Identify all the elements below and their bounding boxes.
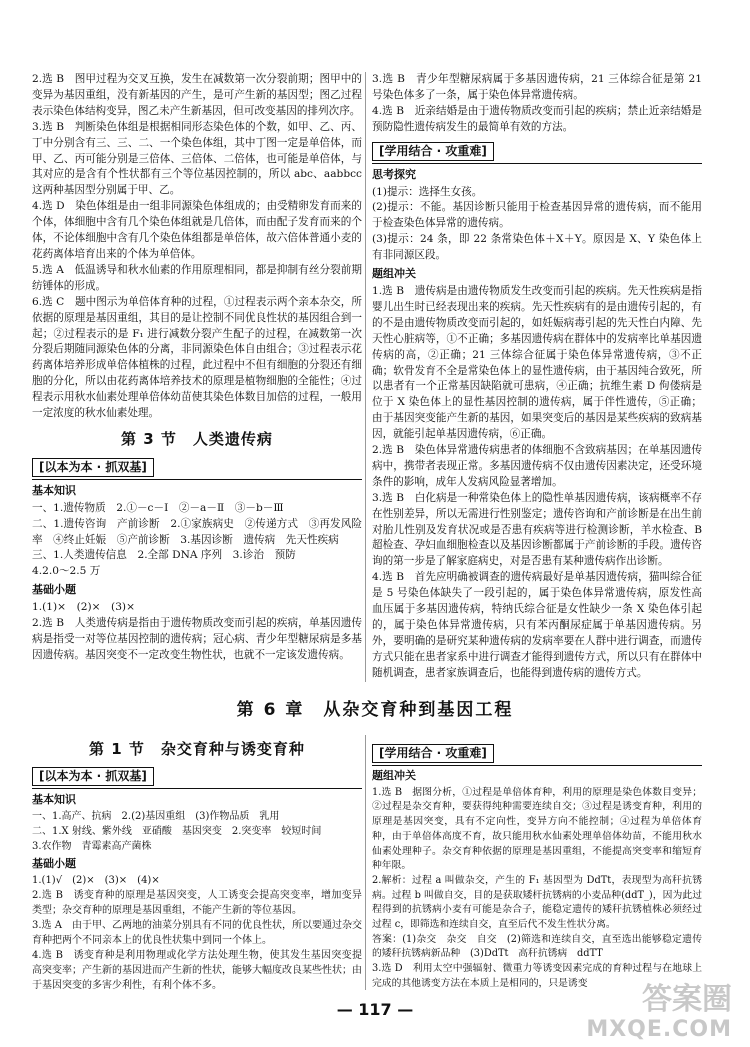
- subheading: 思考探究: [372, 167, 416, 181]
- knowledge-line: 二、1.遗传咨询 产前诊断 2.①家族病史 ②传递方式 ③再发风险率 ④终止妊娠 ⑤产前诊断 3.基因诊断 遗传病 先天性疾病: [32, 517, 362, 546]
- answer-item: 3.选 B 青少年型糖尿病属于多基因遗传病，21 三体综合征是第 21 号染色体多了一条，属于染色体异常遗传病。: [372, 73, 702, 101]
- think-line: (2)提示：不能。基因诊断只能用于检查基因异常的遗传病，而不能用于检查染色体异常的遗传病。: [372, 201, 702, 230]
- knowledge-line: 3.农作物 青霉素高产菌株: [32, 841, 152, 852]
- section-box-label: [以本为本 · 抓双基]: [32, 767, 154, 786]
- answer-line: 1.(1)× (2)× (3)×: [32, 601, 135, 614]
- answer-item: 答案：(1)杂交 杂交 自交 (2)筛选和连续自交，直至选出能够稳定遗传的矮秆抗锈病新品种 (3)DdTt 高秆抗锈病 ddTT: [372, 933, 702, 960]
- bottom-right-column: [372, 742, 702, 992]
- subheading: 基础小题: [32, 857, 76, 870]
- bottom-left-column: [32, 742, 362, 993]
- answer-item: 3.选 D 利用太空中强辐射、微重力等诱变因素完成的育种过程与在地球上完成的其他诱变方法在本质上是相同的，只是诱变: [372, 963, 702, 989]
- section-title: 第 1 节 杂交育种与诱变育种: [89, 740, 305, 758]
- left-column: [32, 72, 362, 664]
- right-column: [372, 72, 702, 682]
- answer-item: 2.解析：过程 a 叫做杂交，产生的 F₁ 基因型为 DdTt，表现型为高秆抗锈病。过程 b 叫做自交，目的是获取矮杆抗锈病的小麦品种(ddT_)，因为此过程得到的抗锈病小麦有可能是杂合子，能稳定遗传的矮秆抗锈植株必须经过过程 c，即筛选和连续自交，直至后代不发生性状分离。: [372, 874, 702, 931]
- answer-item: 2.选 B 染色体异常遗传病患者的体细胞不含致病基因；在单基因遗传病中，携带者表现正常。多基因遗传病不仅由遗传因素决定，还受环境条件的影响，成年人发病风险显著增加。: [372, 444, 702, 488]
- answer-item: 4.选 D 染色体组是由一组非同源染色体组成的；由受精卵发育而来的个体，体细胞中含有几个染色体组就是几倍体，而由配子发育而来的个体，不论体细胞中含有几个染色体组都是单倍体，故六倍体普通小麦的花药离体培育出来的个体为单倍体。: [32, 200, 362, 260]
- section-box-label: [学用结合 · 攻重难]: [372, 142, 494, 161]
- subheading: 题组冲关: [372, 267, 416, 281]
- think-line: (1)提示：选择生女孩。: [372, 185, 483, 198]
- section-title: 第 3 节 人类遗传病: [121, 429, 273, 448]
- column-divider: [365, 72, 366, 682]
- answer-item: 3.选 B 白化病是一种常染色体上的隐性单基因遗传病，该病概率不存在性别差异，所以无需进行性别鉴定；遗传咨询和产前诊断是在出生前对胎儿性别及发育状况或是否患有疾病等进行检测诊断，羊水检查、B 超检查、孕妇血细胞检查以及基因诊断都属于产前诊断的手段。遗传咨询的第一步是了解家庭病史，对是否患有某种遗传病作出诊断。: [372, 491, 702, 568]
- answer-item: 4.选 B 近亲结婚是由于遗传物质改变而引起的疾病；禁止近亲结婚是预防隐性遗传病发生的最简单有效的方法。: [372, 104, 702, 133]
- knowledge-line: 一、1.遗传物质 2.①－c－Ⅰ ②－a－Ⅱ ③－b－Ⅲ: [32, 501, 284, 514]
- subheading: 题组冲关: [372, 769, 416, 782]
- knowledge-line: 三、1.人类遗传信息 2.全部 DNA 序列 3.诊治 预防: [32, 549, 296, 562]
- answer-item: 3.选 A 由于甲、乙两地的油菜分别具有不同的优良性状，所以要通过杂交育种把两个不同亲本上的优良性状集中到同一个体上。: [32, 920, 362, 946]
- watermark-text: 答案圈: [642, 982, 732, 1017]
- section-box-label: [以本为本 · 抓双基]: [32, 458, 154, 477]
- knowledge-line: 4.2.0～2.5 万: [32, 565, 101, 578]
- section-box-label: [学用结合 · 攻重难]: [372, 744, 494, 763]
- subheading: 基本知识: [32, 793, 76, 806]
- watermark-logo: [586, 982, 732, 1045]
- answer-line: 1.(1)√ (2)× (3)× (4)×: [32, 875, 160, 886]
- answer-item: 6.选 C 题中图示为单倍体育种的过程，①过程表示两个亲本杂交，所依据的原理是基因重组，其目的是让控制不同优良性状的基因组合到一起；②过程表示的是 F₁ 进行减数分裂产生配子的过程，在减数第一次分裂后期随同源染色体的分离，非同源染色体自由组合；③过程表示花药离体培养形成单倍体植株的过程，此过程中不但有细胞的分裂还有细胞的分化，所以由花药离体培养技术的原理是植物细胞的全能性；④过程表示用秋水仙素处理单倍体幼苗使其染色体数目加倍的过程，一般用一定浓度的秋水仙素处理。: [32, 295, 362, 420]
- answer-item: 2.选 B 人类遗传病是指由于遗传物质改变而引起的疾病，单基因遗传病是指受一对等位基因控制的遗传病；冠心病、青少年型糖尿病是多基因遗传病。基因突变不一定改变生物性状，也就不一定该发遗传病。: [32, 617, 362, 661]
- knowledge-line: 一、1.高产、抗病 2.(2)基因重组 (3)作物品质 乳用: [32, 811, 280, 822]
- think-line: (3)提示：24 条，即 22 条常染色体＋X＋Y。原因是 X、Y 染色体上有非同源区段。: [372, 233, 702, 262]
- page-number: — 117 —: [336, 1000, 414, 1019]
- answer-item: 1.选 B 据图分析，①过程是单倍体育种，利用的原理是染色体数目变异；②过程是杂交育种，要获得纯种需要连续自交；③过程是诱变育种，利用的原理是基因突变，具有不定向性，变异方向不能控制；④过程为单倍体育种，由于单倍体高度不育，故只能用秋水仙素处理单倍体幼苗，不能用秋水仙素处理种子。杂交育种依据的原理是基因重组，不能提高突变率和缩短育种年限。: [372, 786, 702, 872]
- answer-item: 4.选 B 首先应明确被调查的遗传病最好是单基因遗传病，猫叫综合征是 5 号染色体缺失了一段引起的，属于染色体异常遗传病，原发性高血压属于多基因遗传病，特纳氏综合征是女性缺少一条 X 染色体引起的，属于染色体异常遗传病，只有苯丙酮尿症属于单基因遗传病。另外，要明确的是研究某种遗传病的发病率要在人群中进行调查，而遗传方式只能在患者家系中进行调查才能得到遗传方式，所以只有在群体中随机调查，患者家族调查后，也能得到遗传病的遗传方式。: [372, 571, 702, 679]
- answer-item: 4.选 B 诱变育种是利用物理或化学方法处理生物，使其发生基因突变提高突变率；产生新的基因进而产生新的性状，能够大幅度改良某些性状；由于基因突变的多害少利性，有利个体不多。: [32, 950, 362, 991]
- answer-item: 2.选 B 诱变育种的原理是基因突变，人工诱变会提高突变率，增加变异类型；杂交育种的原理是基因重组，不能产生新的等位基因。: [32, 890, 362, 916]
- answer-item: 5.选 A 低温诱导和秋水仙素的作用原理相同，都是抑制有丝分裂前期纺锤体的形成。: [32, 263, 362, 292]
- chapter-title: 第 6 章 从杂交育种到基因工程: [236, 700, 514, 720]
- subheading: 基础小题: [32, 583, 76, 597]
- answer-item: 3.选 B 判断染色体组是根据相同形态染色体的个数，如甲、乙、丙、丁中分别含有三、三、二、一个染色体组，其中丁图一定是单倍体，而甲、乙、丙可能分别是三倍体、三倍体、二倍体，也可能是单倍体，与其对应的是含有个性状都有三个等位基因控制的，所以 abc、aabbcc 这两种基因型分别属于甲、乙。: [32, 120, 362, 197]
- knowledge-line: 二、1.X 射线、紫外线 亚硝酸 基因突变 2.突变率 较短时间: [32, 826, 322, 837]
- answer-item: 2.选 B 图甲过程为交叉互换，发生在减数第一次分裂前期；图甲中的变异为基因重组，没有新基因的产生，是可产生新的基因型；图乙过程表示染色体结构变异，图乙未产生新基因，但可改变基因的排列次序。: [32, 73, 362, 117]
- column-divider: [365, 735, 366, 990]
- subheading: 基本知识: [32, 483, 76, 497]
- watermark-url: MXQE.COM: [586, 1017, 732, 1042]
- answer-item: 1.选 B 遗传病是由遗传物质发生改变而引起的疾病。先天性疾病是指婴儿出生时已经表现出来的疾病。先天性疾病有的是由遗传引起的，有的不是由遗传物质改变而引起的，如妊娠病毒引起的先天性白内障、先天性心脏病等，①不正确；多基因遗传病在群体中的发病率比单基因遗传病的高，②正确；21 三体综合征属于染色体异常遗传病，③不正确；软骨发育不全是常染色体上的显性遗传病，由于基因纯合致死，所以患者有一个正常基因缺陷就可患病，④正确；抗维生素 D 佝偻病是位于 X 染色体上的显性基因控制的遗传病，属于伴性遗传，⑤正确；由于基因突变能产生新的基因，如果突变后的基因是某些疾病的致病基因，就能引起单基因遗传病，⑥正确。: [372, 284, 702, 441]
